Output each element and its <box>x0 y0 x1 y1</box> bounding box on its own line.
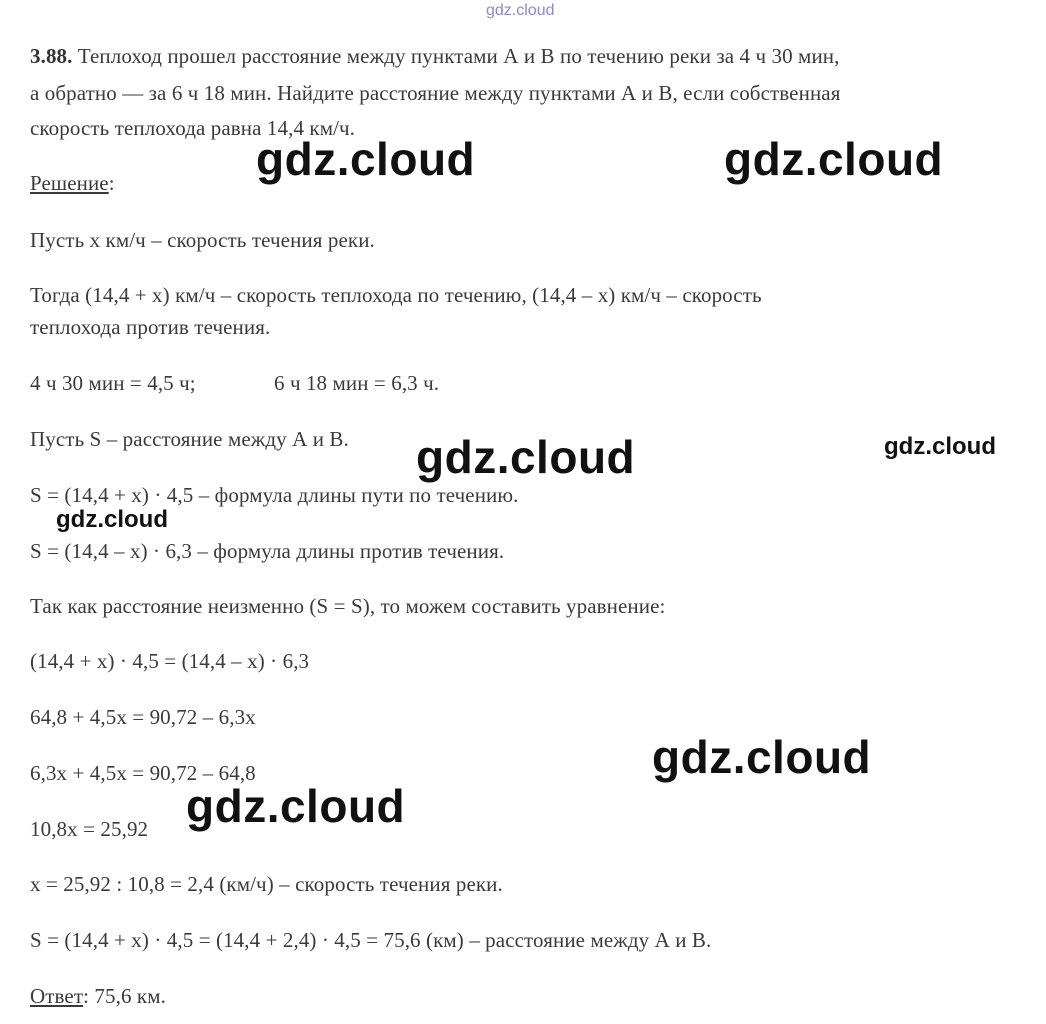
watermark-big-5: gdz.cloud <box>186 780 406 832</box>
problem-line-1 <box>30 42 839 70</box>
problem-line-3: скорость теплохода равна 14,4 км/ч. <box>30 116 356 140</box>
solution-line-13: х = 25,92 : 10,8 = 2,4 (км/ч) – скорость течения реки. <box>30 872 503 896</box>
watermark-big-2: gdz.cloud <box>724 133 944 185</box>
watermark-big-4: gdz.cloud <box>652 731 872 783</box>
answer-line <box>30 982 166 1010</box>
solution-line-9: (14,4 + х) · 4,5 = (14,4 – х) · 6,3 <box>30 649 310 673</box>
solution-heading <box>30 169 115 197</box>
problem-text-1: Теплоход прошел расстояние между пунктами А и В по течению реки за 4 ч 30 мин, <box>77 44 840 68</box>
watermark-big-3: gdz.cloud <box>416 431 636 483</box>
solution-line-1: Пусть х км/ч – скорость течения реки. <box>30 228 375 252</box>
problem-number: 3.88. <box>30 44 73 68</box>
solution-line-11: 6,3х + 4,5х = 90,72 – 64,8 <box>30 761 256 785</box>
solution-line-4b: 6 ч 18 мин = 6,3 ч. <box>274 371 440 395</box>
solution-line-3: теплохода против течения. <box>30 315 271 339</box>
solution-line-12: 10,8х = 25,92 <box>30 817 149 841</box>
solution-line-4a: 4 ч 30 мин = 4,5 ч; <box>30 371 196 395</box>
solution-line-8: Так как расстояние неизменно (S = S), то можем составить уравнение: <box>30 594 666 618</box>
watermark-top: gdz.cloud <box>486 2 555 19</box>
problem-line-2: а обратно — за 6 ч 18 мин. Найдите расстояние между пунктами А и В, если собственная <box>30 81 841 105</box>
solution-line-7: S = (14,4 – х) · 6,3 – формула длины против течения. <box>30 539 505 563</box>
watermark-small-2: gdz.cloud <box>56 506 168 533</box>
answer-label: Ответ <box>30 984 84 1008</box>
solution-label: Решение <box>30 171 109 195</box>
solution-line-2: Тогда (14,4 + х) км/ч – скорость теплохода по течению, (14,4 – х) км/ч – скорость <box>30 283 762 307</box>
answer-value: : 75,6 км. <box>83 984 166 1008</box>
watermark-small-1: gdz.cloud <box>884 433 996 460</box>
solution-line-10: 64,8 + 4,5х = 90,72 – 6,3х <box>30 705 256 729</box>
watermark-big-1: gdz.cloud <box>256 133 476 185</box>
solution-colon: : <box>108 171 115 195</box>
solution-line-6: S = (14,4 + х) · 4,5 – формула длины пути по течению. <box>30 483 519 507</box>
solution-line-5: Пусть S – расстояние между А и В. <box>30 427 349 451</box>
solution-line-14: S = (14,4 + х) · 4,5 = (14,4 + 2,4) · 4,5 = 75,6 (км) – расстояние между А и В. <box>30 928 712 952</box>
